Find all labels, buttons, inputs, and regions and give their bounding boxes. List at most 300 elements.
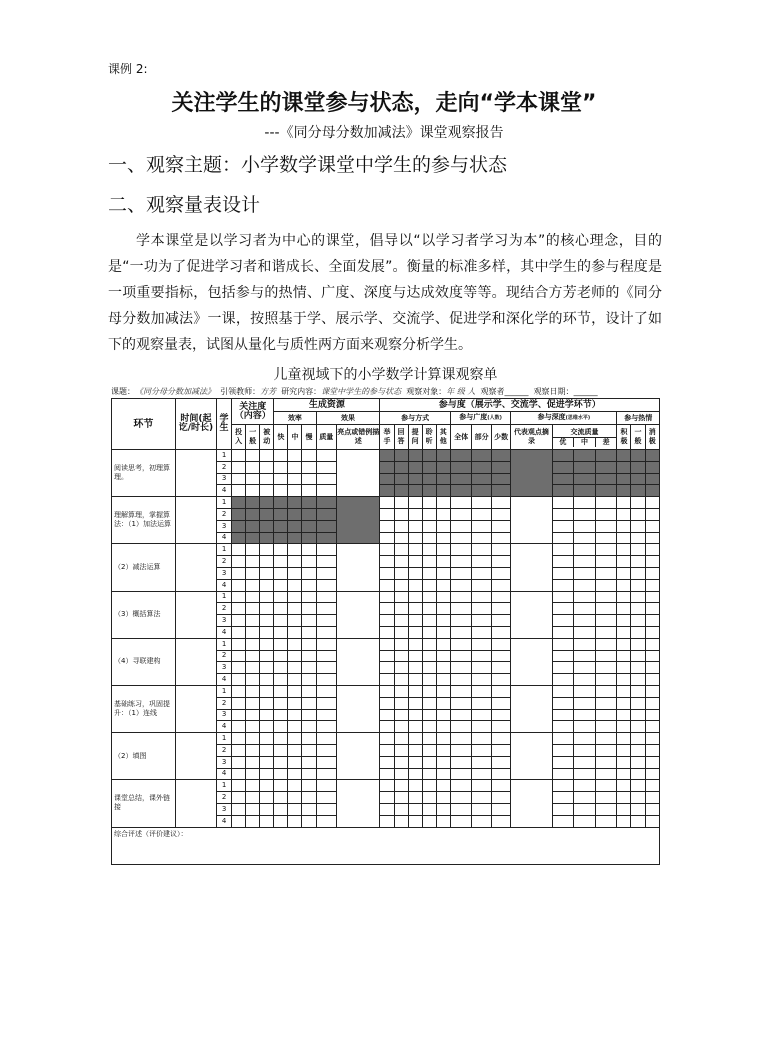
observation-cell[interactable] [422, 626, 436, 638]
observation-cell[interactable] [574, 473, 596, 485]
observation-cell[interactable] [472, 685, 491, 697]
observation-cell[interactable] [302, 473, 316, 485]
observation-cell[interactable] [491, 803, 510, 815]
observation-cell[interactable] [574, 697, 596, 709]
observation-cell[interactable] [574, 520, 596, 532]
observation-cell[interactable] [595, 780, 617, 792]
observation-cell[interactable] [232, 709, 246, 721]
observation-cell[interactable] [302, 544, 316, 556]
observation-cell[interactable] [617, 626, 631, 638]
observation-cell[interactable] [436, 744, 450, 756]
observation-cell[interactable] [595, 508, 617, 520]
observation-cell[interactable] [574, 733, 596, 745]
observation-cell[interactable] [260, 556, 274, 568]
observation-cell[interactable] [472, 567, 491, 579]
observation-cell[interactable] [450, 792, 472, 804]
observation-cell[interactable] [595, 815, 617, 827]
observation-cell[interactable] [617, 768, 631, 780]
observation-cell[interactable] [408, 756, 422, 768]
observation-cell[interactable] [246, 674, 260, 686]
observation-cell[interactable] [552, 485, 574, 497]
observation-cell[interactable] [436, 615, 450, 627]
observation-cell[interactable] [274, 626, 288, 638]
observation-cell[interactable] [422, 520, 436, 532]
observation-cell[interactable] [552, 815, 574, 827]
observation-cell[interactable] [232, 756, 246, 768]
observation-cell[interactable] [552, 744, 574, 756]
observation-cell[interactable] [260, 626, 274, 638]
observation-cell[interactable] [617, 650, 631, 662]
observation-cell[interactable] [288, 756, 302, 768]
time-cell[interactable] [175, 591, 216, 638]
observation-cell[interactable] [574, 626, 596, 638]
observation-cell[interactable] [302, 626, 316, 638]
observation-cell[interactable] [380, 733, 394, 745]
observation-cell[interactable] [491, 508, 510, 520]
observation-cell[interactable] [552, 709, 574, 721]
observation-cell[interactable] [288, 815, 302, 827]
observation-cell[interactable] [450, 532, 472, 544]
observation-cell[interactable] [472, 473, 491, 485]
observation-cell[interactable] [631, 780, 645, 792]
observation-cell[interactable] [302, 497, 316, 509]
observation-cell[interactable] [302, 744, 316, 756]
observation-cell[interactable] [631, 556, 645, 568]
observation-cell[interactable] [422, 544, 436, 556]
observation-cell[interactable] [595, 626, 617, 638]
observation-cell[interactable] [450, 685, 472, 697]
observation-cell[interactable] [436, 768, 450, 780]
observation-cell[interactable] [260, 532, 274, 544]
observation-cell[interactable] [617, 709, 631, 721]
observation-cell[interactable] [631, 697, 645, 709]
observation-cell[interactable] [645, 615, 659, 627]
observation-cell[interactable] [260, 567, 274, 579]
observation-cell[interactable] [274, 674, 288, 686]
observation-cell[interactable] [645, 685, 659, 697]
observation-cell[interactable] [288, 532, 302, 544]
observation-cell[interactable] [232, 473, 246, 485]
observation-cell[interactable] [552, 697, 574, 709]
observation-cell[interactable] [394, 626, 408, 638]
observation-cell[interactable] [617, 733, 631, 745]
observation-cell[interactable] [472, 792, 491, 804]
observation-cell[interactable] [274, 603, 288, 615]
observation-cell[interactable] [491, 603, 510, 615]
observation-cell[interactable] [394, 497, 408, 509]
observation-cell[interactable] [631, 674, 645, 686]
observation-cell[interactable] [302, 756, 316, 768]
observation-cell[interactable] [631, 792, 645, 804]
observation-cell[interactable] [436, 497, 450, 509]
observation-cell[interactable] [394, 662, 408, 674]
observation-cell[interactable] [232, 603, 246, 615]
observation-cell[interactable] [260, 697, 274, 709]
observation-cell[interactable] [450, 497, 472, 509]
observation-cell[interactable] [645, 792, 659, 804]
observation-cell[interactable] [422, 744, 436, 756]
observation-cell[interactable] [380, 591, 394, 603]
observation-cell[interactable] [380, 485, 394, 497]
observation-cell[interactable] [394, 461, 408, 473]
observation-cell[interactable] [422, 780, 436, 792]
observation-cell[interactable] [394, 674, 408, 686]
observation-cell[interactable] [408, 626, 422, 638]
observation-cell[interactable] [302, 650, 316, 662]
observation-cell[interactable] [472, 603, 491, 615]
observation-cell[interactable] [246, 556, 260, 568]
observation-cell[interactable] [260, 579, 274, 591]
observation-cell[interactable] [450, 626, 472, 638]
observation-cell[interactable] [552, 556, 574, 568]
observation-cell[interactable] [552, 520, 574, 532]
observation-cell[interactable] [631, 733, 645, 745]
observation-cell[interactable] [274, 697, 288, 709]
observation-cell[interactable] [316, 674, 337, 686]
observation-cell[interactable] [232, 508, 246, 520]
observation-cell[interactable] [380, 662, 394, 674]
observation-cell[interactable] [232, 485, 246, 497]
observation-cell[interactable] [408, 450, 422, 462]
observation-cell[interactable] [491, 461, 510, 473]
observation-cell[interactable] [617, 638, 631, 650]
observation-cell[interactable] [472, 556, 491, 568]
observation-cell[interactable] [617, 803, 631, 815]
observation-cell[interactable] [288, 461, 302, 473]
observation-cell[interactable] [246, 520, 260, 532]
observation-cell[interactable] [408, 615, 422, 627]
time-cell[interactable] [175, 685, 216, 732]
observation-cell[interactable] [491, 532, 510, 544]
representative-cell[interactable] [511, 544, 552, 591]
observation-cell[interactable] [246, 721, 260, 733]
observation-cell[interactable] [302, 615, 316, 627]
observation-cell[interactable] [260, 756, 274, 768]
observation-cell[interactable] [472, 697, 491, 709]
observation-cell[interactable] [617, 485, 631, 497]
observation-cell[interactable] [617, 591, 631, 603]
observation-cell[interactable] [232, 579, 246, 591]
observation-cell[interactable] [645, 603, 659, 615]
observation-cell[interactable] [260, 674, 274, 686]
observation-cell[interactable] [574, 674, 596, 686]
observation-cell[interactable] [552, 650, 574, 662]
observation-cell[interactable] [260, 461, 274, 473]
observation-cell[interactable] [574, 662, 596, 674]
observation-cell[interactable] [380, 674, 394, 686]
observation-cell[interactable] [380, 532, 394, 544]
observation-cell[interactable] [631, 803, 645, 815]
observation-cell[interactable] [436, 520, 450, 532]
observation-cell[interactable] [645, 650, 659, 662]
observation-cell[interactable] [302, 768, 316, 780]
observation-cell[interactable] [552, 497, 574, 509]
observation-cell[interactable] [316, 532, 337, 544]
observation-cell[interactable] [288, 520, 302, 532]
observation-cell[interactable] [246, 567, 260, 579]
observation-cell[interactable] [617, 497, 631, 509]
observation-cell[interactable] [380, 626, 394, 638]
observation-cell[interactable] [260, 615, 274, 627]
observation-cell[interactable] [288, 508, 302, 520]
observation-cell[interactable] [302, 685, 316, 697]
observation-cell[interactable] [422, 685, 436, 697]
observation-cell[interactable] [380, 780, 394, 792]
observation-cell[interactable] [422, 591, 436, 603]
observation-cell[interactable] [302, 733, 316, 745]
observation-cell[interactable] [246, 603, 260, 615]
observation-cell[interactable] [436, 567, 450, 579]
observation-cell[interactable] [491, 626, 510, 638]
observation-cell[interactable] [408, 638, 422, 650]
observation-cell[interactable] [408, 803, 422, 815]
observation-cell[interactable] [450, 579, 472, 591]
observation-cell[interactable] [302, 638, 316, 650]
observation-cell[interactable] [595, 532, 617, 544]
observation-cell[interactable] [260, 744, 274, 756]
observation-cell[interactable] [631, 815, 645, 827]
observation-cell[interactable] [380, 579, 394, 591]
time-cell[interactable] [175, 733, 216, 780]
observation-cell[interactable] [274, 615, 288, 627]
observation-cell[interactable] [436, 603, 450, 615]
observation-cell[interactable] [491, 674, 510, 686]
observation-cell[interactable] [408, 674, 422, 686]
observation-cell[interactable] [422, 721, 436, 733]
observation-cell[interactable] [302, 697, 316, 709]
observation-cell[interactable] [422, 450, 436, 462]
observation-cell[interactable] [274, 579, 288, 591]
observation-cell[interactable] [552, 756, 574, 768]
observation-cell[interactable] [302, 508, 316, 520]
representative-cell[interactable] [511, 450, 552, 497]
observation-cell[interactable] [595, 615, 617, 627]
observation-cell[interactable] [436, 473, 450, 485]
observation-cell[interactable] [408, 650, 422, 662]
observation-cell[interactable] [302, 780, 316, 792]
observation-cell[interactable] [260, 709, 274, 721]
observation-cell[interactable] [595, 473, 617, 485]
observation-cell[interactable] [645, 450, 659, 462]
observation-cell[interactable] [394, 556, 408, 568]
observation-cell[interactable] [472, 450, 491, 462]
observation-cell[interactable] [302, 520, 316, 532]
observation-cell[interactable] [422, 638, 436, 650]
observation-cell[interactable] [288, 615, 302, 627]
observation-cell[interactable] [472, 532, 491, 544]
observation-cell[interactable] [552, 626, 574, 638]
observation-cell[interactable] [408, 532, 422, 544]
observation-cell[interactable] [288, 450, 302, 462]
observation-cell[interactable] [491, 567, 510, 579]
observation-cell[interactable] [232, 803, 246, 815]
highlight-cell[interactable] [337, 780, 380, 827]
observation-cell[interactable] [450, 697, 472, 709]
observation-cell[interactable] [246, 626, 260, 638]
observation-cell[interactable] [450, 815, 472, 827]
observation-cell[interactable] [631, 532, 645, 544]
observation-cell[interactable] [645, 756, 659, 768]
observation-cell[interactable] [302, 815, 316, 827]
observation-cell[interactable] [260, 815, 274, 827]
observation-cell[interactable] [288, 685, 302, 697]
observation-cell[interactable] [631, 497, 645, 509]
observation-cell[interactable] [394, 685, 408, 697]
observation-cell[interactable] [574, 485, 596, 497]
observation-cell[interactable] [491, 473, 510, 485]
observation-cell[interactable] [595, 803, 617, 815]
observation-cell[interactable] [380, 815, 394, 827]
representative-cell[interactable] [511, 685, 552, 732]
observation-cell[interactable] [552, 579, 574, 591]
observation-cell[interactable] [645, 591, 659, 603]
observation-cell[interactable] [450, 662, 472, 674]
observation-cell[interactable] [574, 650, 596, 662]
observation-cell[interactable] [408, 685, 422, 697]
observation-cell[interactable] [450, 450, 472, 462]
observation-cell[interactable] [491, 685, 510, 697]
observation-cell[interactable] [422, 473, 436, 485]
observation-cell[interactable] [631, 756, 645, 768]
observation-cell[interactable] [617, 473, 631, 485]
observation-cell[interactable] [595, 567, 617, 579]
observation-cell[interactable] [491, 662, 510, 674]
observation-cell[interactable] [450, 650, 472, 662]
observation-cell[interactable] [274, 815, 288, 827]
observation-cell[interactable] [422, 485, 436, 497]
highlight-cell[interactable] [337, 685, 380, 732]
observation-cell[interactable] [394, 650, 408, 662]
highlight-cell[interactable] [337, 638, 380, 685]
observation-cell[interactable] [246, 544, 260, 556]
observation-cell[interactable] [316, 803, 337, 815]
observation-cell[interactable] [246, 461, 260, 473]
observation-cell[interactable] [574, 532, 596, 544]
observation-cell[interactable] [472, 733, 491, 745]
observation-cell[interactable] [232, 556, 246, 568]
observation-cell[interactable] [574, 685, 596, 697]
observation-cell[interactable] [302, 709, 316, 721]
observation-cell[interactable] [595, 721, 617, 733]
observation-cell[interactable] [274, 733, 288, 745]
observation-cell[interactable] [408, 485, 422, 497]
observation-cell[interactable] [380, 768, 394, 780]
observation-cell[interactable] [394, 768, 408, 780]
observation-cell[interactable] [491, 744, 510, 756]
observation-cell[interactable] [552, 532, 574, 544]
observation-cell[interactable] [246, 697, 260, 709]
observation-cell[interactable] [645, 461, 659, 473]
observation-cell[interactable] [288, 780, 302, 792]
observation-cell[interactable] [422, 461, 436, 473]
observation-cell[interactable] [408, 520, 422, 532]
observation-cell[interactable] [394, 591, 408, 603]
observation-cell[interactable] [260, 591, 274, 603]
observation-cell[interactable] [260, 768, 274, 780]
observation-cell[interactable] [595, 650, 617, 662]
observation-cell[interactable] [472, 544, 491, 556]
observation-cell[interactable] [316, 756, 337, 768]
observation-cell[interactable] [645, 803, 659, 815]
observation-cell[interactable] [631, 650, 645, 662]
observation-cell[interactable] [645, 508, 659, 520]
observation-cell[interactable] [617, 721, 631, 733]
observation-cell[interactable] [394, 733, 408, 745]
observation-cell[interactable] [436, 662, 450, 674]
observation-cell[interactable] [422, 567, 436, 579]
observation-cell[interactable] [246, 497, 260, 509]
observation-cell[interactable] [288, 697, 302, 709]
observation-cell[interactable] [380, 721, 394, 733]
observation-cell[interactable] [552, 674, 574, 686]
observation-cell[interactable] [574, 721, 596, 733]
observation-cell[interactable] [617, 697, 631, 709]
representative-cell[interactable] [511, 638, 552, 685]
time-cell[interactable] [175, 638, 216, 685]
observation-cell[interactable] [574, 768, 596, 780]
observation-cell[interactable] [408, 697, 422, 709]
observation-cell[interactable] [450, 508, 472, 520]
observation-cell[interactable] [595, 674, 617, 686]
observation-cell[interactable] [394, 697, 408, 709]
observation-cell[interactable] [617, 603, 631, 615]
observation-cell[interactable] [232, 662, 246, 674]
observation-cell[interactable] [450, 756, 472, 768]
observation-cell[interactable] [436, 485, 450, 497]
observation-cell[interactable] [380, 650, 394, 662]
observation-cell[interactable] [595, 579, 617, 591]
observation-cell[interactable] [380, 685, 394, 697]
observation-cell[interactable] [645, 626, 659, 638]
observation-cell[interactable] [472, 485, 491, 497]
observation-cell[interactable] [394, 792, 408, 804]
observation-cell[interactable] [595, 792, 617, 804]
observation-cell[interactable] [232, 721, 246, 733]
observation-cell[interactable] [246, 744, 260, 756]
observation-cell[interactable] [260, 685, 274, 697]
observation-cell[interactable] [436, 556, 450, 568]
observation-cell[interactable] [260, 803, 274, 815]
observation-cell[interactable] [232, 697, 246, 709]
observation-cell[interactable] [232, 674, 246, 686]
observation-cell[interactable] [631, 638, 645, 650]
observation-cell[interactable] [232, 591, 246, 603]
observation-cell[interactable] [408, 497, 422, 509]
observation-cell[interactable] [422, 508, 436, 520]
observation-cell[interactable] [288, 638, 302, 650]
observation-cell[interactable] [450, 615, 472, 627]
observation-cell[interactable] [380, 709, 394, 721]
observation-cell[interactable] [422, 815, 436, 827]
observation-cell[interactable] [574, 591, 596, 603]
observation-cell[interactable] [552, 603, 574, 615]
observation-cell[interactable] [288, 626, 302, 638]
observation-cell[interactable] [274, 532, 288, 544]
observation-cell[interactable] [617, 567, 631, 579]
observation-cell[interactable] [436, 685, 450, 697]
observation-cell[interactable] [394, 603, 408, 615]
observation-cell[interactable] [274, 544, 288, 556]
observation-cell[interactable] [316, 733, 337, 745]
observation-cell[interactable] [552, 780, 574, 792]
observation-cell[interactable] [472, 756, 491, 768]
observation-cell[interactable] [422, 803, 436, 815]
observation-cell[interactable] [450, 733, 472, 745]
observation-cell[interactable] [491, 733, 510, 745]
observation-cell[interactable] [645, 497, 659, 509]
observation-cell[interactable] [288, 721, 302, 733]
observation-cell[interactable] [274, 744, 288, 756]
